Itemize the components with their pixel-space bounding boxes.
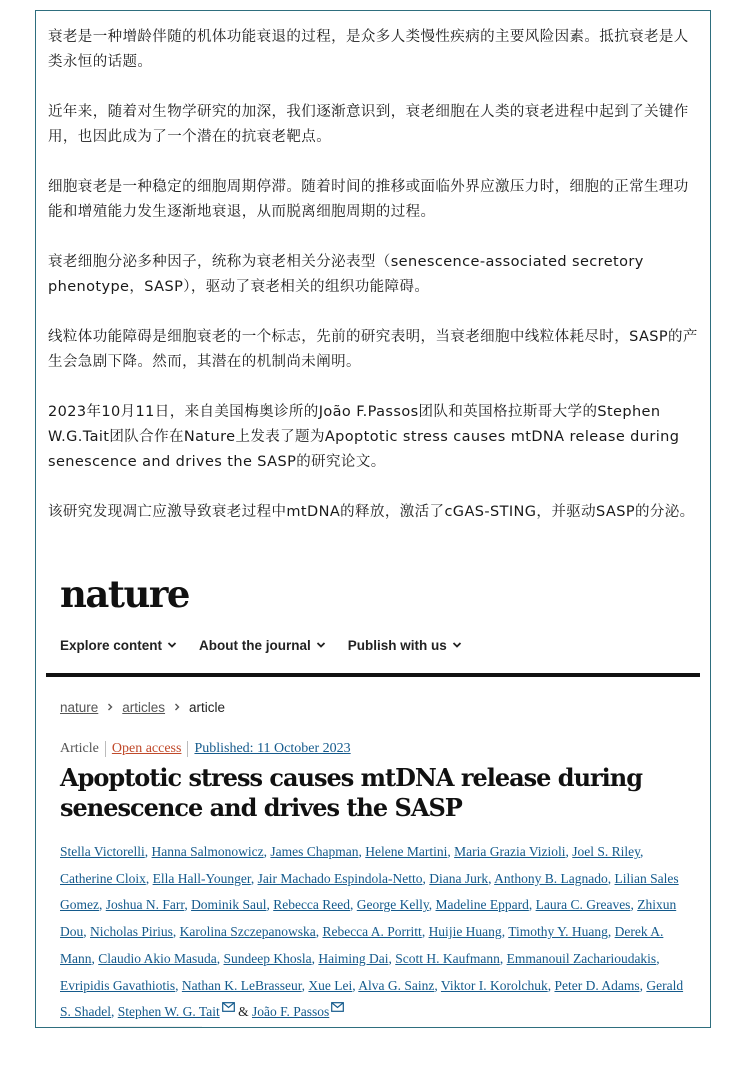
article-text [36,11,710,525]
author-link[interactable]: Peter D. Adams [554,977,640,993]
nav-about-journal[interactable] [199,638,326,653]
author-ampersand: & [234,1004,252,1020]
author-link[interactable]: Rebecca Reed [273,897,351,913]
nature-logo[interactable]: nature [60,572,189,616]
author-link[interactable]: Emmanouil Zacharioudakis [506,950,657,966]
corresponding-author-link[interactable]: Stephen W. G. Tait [117,1004,220,1020]
author-link[interactable]: Derek A. Mann [60,924,664,966]
paragraph-5: 线粒体功能障碍是细胞衰老的一个标志，先前的研究表明，当衰老细胞中线粒体耗尽时，SASP的产生会急剧下降。然而，其潜在的机制尚未阐明。 [48,329,698,370]
author-link[interactable]: Stella Victorelli [60,844,145,859]
open-access-link[interactable]: Open access [111,741,182,756]
author-link[interactable]: Claudio Akio Masuda [98,950,217,966]
author-link[interactable]: Xue Lei [308,977,353,993]
journal-nav [46,617,700,677]
author-link[interactable]: Haiming Dai [318,950,389,966]
author-link[interactable]: George Kelly [356,897,429,913]
author-link[interactable]: Nathan K. LeBrasseur [181,977,302,993]
author-link[interactable]: Laura C. Greaves [535,897,631,913]
article-title: Apoptotic stress causes mtDNA release during senescence and drives the SASP [60,763,643,822]
nav-explore-content-label: Explore content [60,637,163,653]
author-link[interactable]: Nicholas Pirius [90,924,173,940]
breadcrumb-nature[interactable]: nature [60,699,99,715]
author-link[interactable]: Maria Grazia Vizioli [454,844,566,859]
article-frame [35,10,711,1028]
author-link[interactable]: Ella Hall-Younger [152,870,251,886]
author-link[interactable]: Madeline Eppard [435,897,529,913]
breadcrumb [46,677,700,719]
paragraph-3: 细胞衰老是一种稳定的细胞周期停滞。随着时间的推移或面临外界应激压力时，细胞的正常生理功能和增殖能力发生逐渐地衰退，从而脱离细胞周期的过程。 [48,179,689,220]
author-link[interactable]: James Chapman [270,844,359,859]
chevron-right-icon [106,703,114,711]
article-meta [46,719,700,757]
author-link[interactable]: Joel S. Riley [572,844,641,859]
corresponding-author-link[interactable]: João F. Passos [251,1004,330,1020]
chevron-down-icon [167,640,177,650]
nav-explore-content[interactable] [60,638,177,653]
nav-publish-with-us-label: Publish with us [347,637,447,653]
author-link[interactable]: Hanna Salmonowicz [151,844,264,859]
author-link[interactable]: Gerald S. Shadel [60,977,684,1020]
paragraph-6: 2023年10月11日，来自美国梅奥诊所的João F.Passos团队和英国格拉斯哥大学的Stephen W.G.Tait团队合作在Nature上发表了题为Apoptotic stress causes mtDNA release during senescence and drives the SASP的研究论文。 [48,404,680,470]
paragraph-7: 该研究发现凋亡应激导致衰老过程中mtDNA的释放，激活了cGAS-STING，并驱动SASP的分泌。 [48,504,695,520]
paragraph-1: 衰老是一种增龄伴随的机体功能衰退的过程，是众多人类慢性疾病的主要风险因素。抵抗衰老是人类永恒的话题。 [48,29,689,70]
nature-article-screenshot [46,571,700,1026]
author-link[interactable]: Dominik Saul [191,897,267,913]
chevron-down-icon [452,640,462,650]
nav-about-journal-label: About the journal [199,637,311,653]
paragraph-2: 近年来，随着对生物学研究的加深，我们逐渐意识到，衰老细胞在人类的衰老进程中起到了关键作用，也因此成为了一个潜在的抗衰老靶点。 [48,104,689,145]
author-link[interactable]: Helene Martini [365,844,448,859]
author-link[interactable]: Lilian Sales Gomez [60,870,679,913]
author-link[interactable]: Scott H. Kaufmann [395,950,500,966]
author-link[interactable]: Zhixun Dou [60,897,677,940]
author-link[interactable]: Karolina Szczepanowska [179,924,316,940]
article-type: Article [60,741,99,756]
mail-icon[interactable] [331,1002,344,1012]
author-link[interactable]: Anthony B. Lagnado [494,870,608,886]
meta-divider [187,741,188,757]
nav-publish-with-us[interactable] [348,638,462,653]
author-link[interactable]: Sundeep Khosla [223,950,312,966]
author-link[interactable]: Alva G. Sainz [358,977,435,993]
breadcrumb-current: article [189,699,226,715]
chevron-right-icon [173,703,181,711]
chevron-down-icon [316,640,326,650]
author-list: Stella Victorelli, Hanna Salmonowicz, James Chapman, Helene Martini, Maria Grazia Vizioli, Joel S. Riley, Catherine Cloix, Ella Hall-Younger, Jair Machado Espindola-Netto, Diana Jurk, Anthony B. Lagnado, Lilian Sales Gomez, Joshua N. Farr, Dominik Saul, Rebecca Reed, George Kelly, Madeline Eppard, Laura C. Greaves, Zhixun Dou, Nicholas Pirius, Karolina Szczepanowska, Rebecca A. Porritt, Huijie Huang, Timothy Y. Huang, Derek A. Mann, Claudio Akio Masuda, Sundeep Khosla, Haiming Dai, Scott H. Kaufmann, Emmanouil Zacharioudakis, Evripidis Gavathiotis, Nathan K. LeBrasseur, Xue Lei, Alva G. Sainz, Viktor I. Korolchuk, Peter D. Adams, Gerald S. Shadel, Stephen W. G. Tait & João F. Passos [60,844,684,1020]
author-link[interactable]: Timothy Y. Huang [508,924,608,940]
author-link[interactable]: Jair Machado Espindola-Netto [257,870,423,886]
published-date[interactable]: Published: 11 October 2023 [194,741,351,756]
author-link[interactable]: Huijie Huang [428,924,502,940]
author-link[interactable]: Rebecca A. Porritt [322,924,422,940]
faded-divider [70,1026,202,1028]
meta-divider [105,741,106,757]
author-link[interactable]: Joshua N. Farr [105,897,185,913]
mail-icon[interactable] [222,1002,235,1012]
paragraph-4: 衰老细胞分泌多种因子，统称为衰老相关分泌表型（senescence-associated secretory phenotype，SASP），驱动了衰老相关的组织功能障碍。 [48,254,644,295]
author-link[interactable]: Catherine Cloix [60,870,146,886]
breadcrumb-articles[interactable]: articles [122,699,166,715]
author-link[interactable]: Diana Jurk [429,870,489,886]
author-link[interactable]: Viktor I. Korolchuk [440,977,548,993]
author-link[interactable]: Evripidis Gavathiotis [60,977,176,993]
